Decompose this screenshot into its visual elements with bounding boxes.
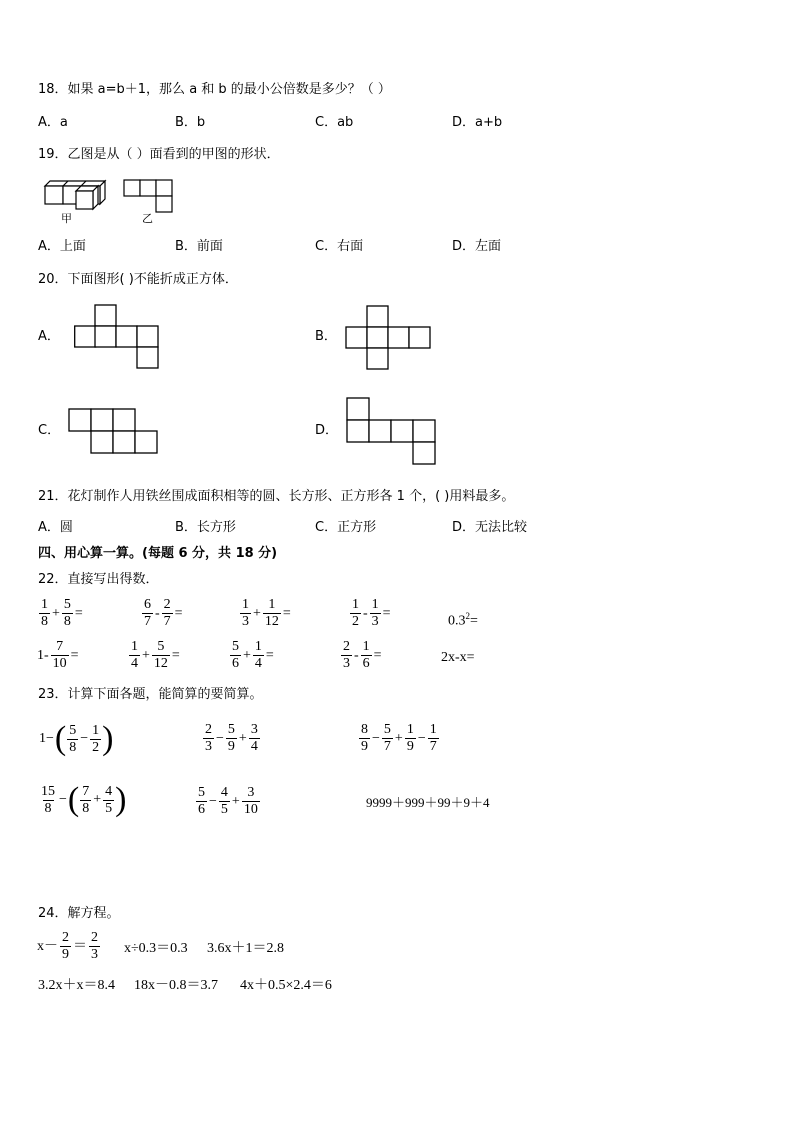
figure-jia-cubes bbox=[45, 181, 105, 209]
q23-expr-1: 1− ( $\frac{5}{8}$ − $\frac{1}{2}$ ) bbox=[39, 720, 114, 757]
q24-eq-5: 18x－0.8＝3.7 bbox=[134, 978, 218, 993]
q21-option-c[interactable]: C．正方形 bbox=[315, 520, 377, 535]
q23-expr-4: $\frac{15}{8}$ − ( $\frac{7}{8}$ + $\frac{4}{5}$ ) bbox=[41, 781, 127, 818]
q22-item-5: $0.3^2=$ bbox=[448, 611, 478, 629]
q22-item-1: $\frac{1}{8}$ + $\frac{5}{8}$ = bbox=[41, 597, 83, 629]
q18-option-d[interactable]: D．a+b bbox=[452, 115, 503, 130]
q20-label-c[interactable]: C． bbox=[38, 423, 61, 438]
q22-item-9: $\frac{2}{3}$ - $\frac{1}{6}$ = bbox=[343, 639, 382, 671]
q21-option-b[interactable]: B．长方形 bbox=[175, 520, 236, 535]
q20-label-b[interactable]: B． bbox=[315, 329, 337, 344]
q20-net-b[interactable] bbox=[345, 305, 432, 371]
q23-expr-3: $\frac{8}{9}$ − $\frac{5}{7}$ + $\frac{1}{9}$ − $\frac{1}{7}$ bbox=[361, 722, 437, 754]
q20-label-d[interactable]: D． bbox=[315, 423, 339, 438]
q24-stem: 24．解方程。 bbox=[38, 906, 120, 921]
q22-item-6: 1- $\frac{7}{10}$ = bbox=[37, 639, 79, 671]
q20-net-a[interactable] bbox=[74, 304, 160, 370]
q23-expr-6: 9999＋999＋99＋9＋4 bbox=[366, 795, 490, 810]
label-jia: 甲 bbox=[61, 212, 72, 225]
q20-net-c[interactable] bbox=[68, 408, 160, 454]
q21-option-d[interactable]: D．无法比较 bbox=[452, 520, 528, 535]
figure-yi-view bbox=[124, 180, 172, 212]
q22-item-2: $\frac{6}{7}$ - $\frac{2}{7}$ = bbox=[144, 597, 183, 629]
q22-item-8: $\frac{5}{6}$ + $\frac{1}{4}$ = bbox=[232, 639, 274, 671]
q19-stem: 19．乙图是从（ ）面看到的甲图的形状． bbox=[38, 147, 280, 162]
q22-item-7: $\frac{1}{4}$ + $\frac{5}{12}$ = bbox=[131, 639, 180, 671]
q22-item-3: $\frac{1}{3}$ + $\frac{1}{12}$ = bbox=[242, 597, 291, 629]
q21-option-a[interactable]: A．圆 bbox=[38, 520, 73, 535]
q20-stem: 20．下面图形( )不能折成正方体． bbox=[38, 272, 238, 287]
q24-eq-3: 3.6x＋1＝2.8 bbox=[207, 941, 284, 956]
q24-eq-2: x÷0.3＝0.3 bbox=[124, 941, 188, 956]
q22-item-4: $\frac{1}{2}$ - $\frac{1}{3}$ = bbox=[352, 597, 391, 629]
label-yi: 乙 bbox=[142, 212, 153, 225]
q24-eq-4: 3.2x＋x＝8.4 bbox=[38, 978, 115, 993]
section4-title: 四、用心算一算。(每题 6 分，共 18 分) bbox=[38, 546, 278, 561]
q23-expr-5: $\frac{5}{6}$ − $\frac{4}{5}$ + $\frac{3}{10}$ bbox=[198, 785, 258, 817]
q18-option-c[interactable]: C．ab bbox=[315, 115, 354, 130]
q23-expr-2: $\frac{2}{3}$ − $\frac{5}{9}$ + $\frac{3}{4}$ bbox=[205, 722, 258, 754]
q22-stem: 22．直接写出得数． bbox=[38, 572, 159, 587]
q19-option-a[interactable]: A．上面 bbox=[38, 239, 86, 254]
q18-option-b[interactable]: B．b bbox=[175, 115, 206, 130]
q19-option-b[interactable]: B．前面 bbox=[175, 239, 223, 254]
q24-eq-6: 4x＋0.5×2.4＝6 bbox=[240, 978, 332, 993]
q24-eq-1: x－ $\frac{2}{9}$ ＝ $\frac{2}{3}$ bbox=[37, 930, 98, 962]
q20-label-a[interactable]: A． bbox=[38, 329, 60, 344]
q21-stem: 21．花灯制作人用铁丝围成面积相等的圆、长方形、正方形各 1 个，( )用料最多。 bbox=[38, 489, 515, 504]
q23-stem: 23．计算下面各题，能简算的要简算。 bbox=[38, 687, 263, 702]
q20-net-d[interactable] bbox=[346, 397, 438, 465]
q19-option-c[interactable]: C．右面 bbox=[315, 239, 364, 254]
q18-stem: 18．如果 a=b＋1，那么 a 和 b 的最小公倍数是多少？（ ） bbox=[38, 82, 391, 97]
q18-option-a[interactable]: A．a bbox=[38, 115, 68, 130]
q22-item-10: 2x-x= bbox=[441, 650, 475, 665]
q19-option-d[interactable]: D．左面 bbox=[452, 239, 502, 254]
